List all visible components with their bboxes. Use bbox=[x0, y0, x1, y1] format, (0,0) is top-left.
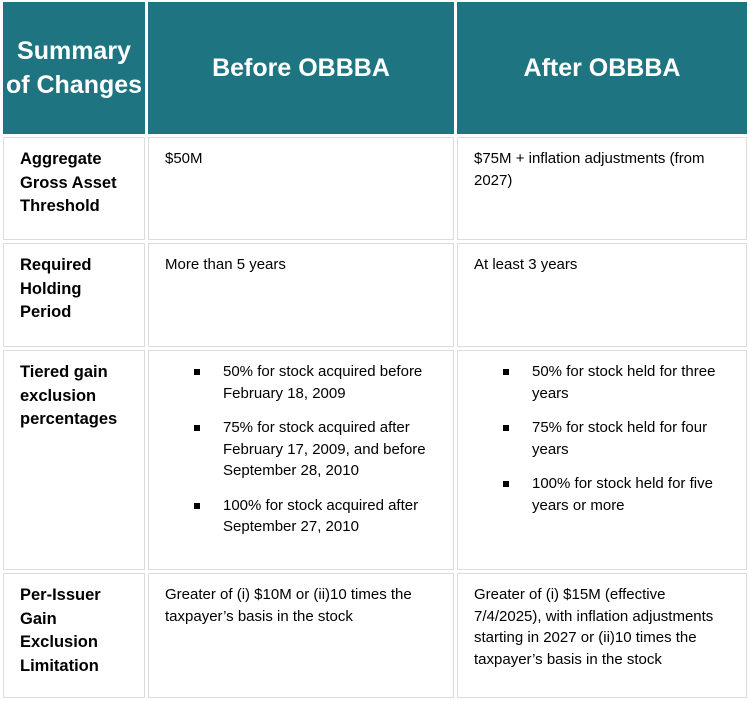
before-cell bbox=[148, 350, 454, 570]
after-cell: At least 3 years bbox=[457, 243, 747, 347]
list-item-text: 75% for stock held for four years bbox=[532, 419, 708, 458]
table-row bbox=[3, 243, 747, 347]
list-item bbox=[223, 495, 439, 538]
list-item-text: 75% for stock acquired after February 17, 2009, and before September 28, 2010 bbox=[223, 419, 426, 479]
list-item-text: 100% for stock acquired after September 27, 2010 bbox=[223, 496, 419, 535]
bullet-list bbox=[165, 361, 439, 538]
square-bullet-icon bbox=[194, 503, 200, 509]
table-row bbox=[3, 350, 747, 570]
list-item-text: 100% for stock held for five years or more bbox=[532, 475, 713, 514]
square-bullet-icon bbox=[194, 425, 200, 431]
after-cell: Greater of (i) $15M (effective 7/4/2025), with inflation adjustments starting in 2027 or (ii)10 times the taxpayer’s basis in the stock bbox=[457, 573, 747, 698]
table-row bbox=[3, 573, 747, 698]
bullet-list bbox=[474, 361, 732, 516]
list-item bbox=[223, 417, 439, 482]
table-row bbox=[3, 137, 747, 240]
row-label: Per-Issuer Gain Exclusion Limitation bbox=[3, 573, 145, 698]
list-item bbox=[532, 361, 732, 404]
square-bullet-icon bbox=[503, 369, 509, 375]
before-cell: $50M bbox=[148, 137, 454, 240]
square-bullet-icon bbox=[503, 425, 509, 431]
after-cell bbox=[457, 350, 747, 570]
before-cell: Greater of (i) $10M or (ii)10 times the taxpayer’s basis in the stock bbox=[148, 573, 454, 698]
list-item-text: 50% for stock acquired before February 18, 2009 bbox=[223, 363, 423, 402]
header-before: Before OBBBA bbox=[148, 2, 454, 134]
square-bullet-icon bbox=[194, 369, 200, 375]
list-item bbox=[223, 361, 439, 404]
before-cell: More than 5 years bbox=[148, 243, 454, 347]
row-label: Tiered gain exclusion percentages bbox=[3, 350, 145, 570]
header-corner: Summary of Changes bbox=[3, 2, 145, 134]
list-item-text: 50% for stock held for three years bbox=[532, 363, 716, 402]
header-row bbox=[3, 2, 747, 134]
row-label: Aggregate Gross Asset Threshold bbox=[3, 137, 145, 240]
square-bullet-icon bbox=[503, 481, 509, 487]
list-item bbox=[532, 417, 732, 460]
header-after: After OBBBA bbox=[457, 2, 747, 134]
after-cell: $75M + inflation adjustments (from 2027) bbox=[457, 137, 747, 240]
row-label: Required Holding Period bbox=[3, 243, 145, 347]
list-item bbox=[532, 473, 732, 516]
